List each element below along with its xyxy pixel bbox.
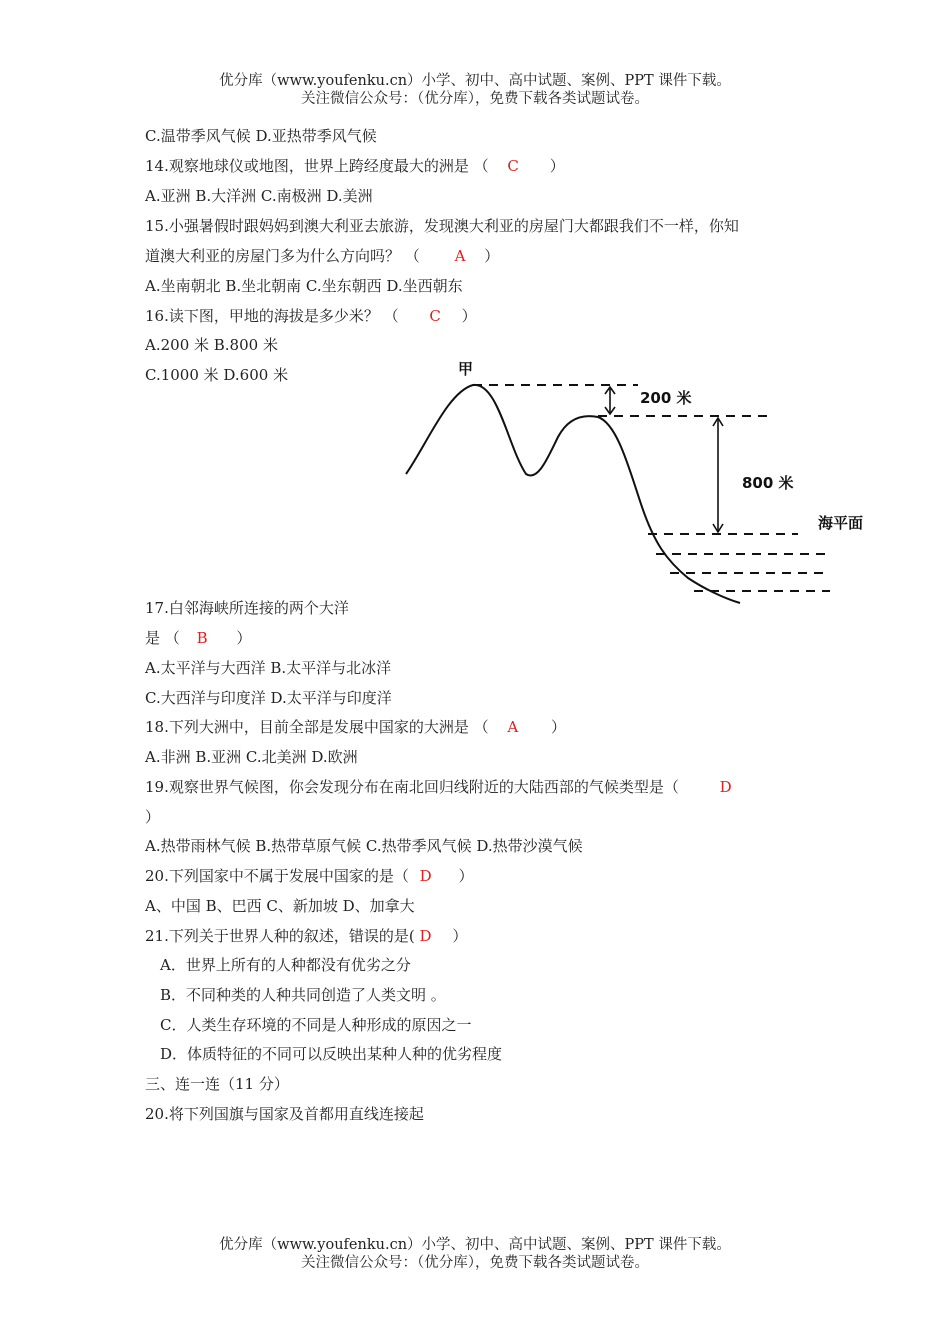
q15-question — [145, 246, 499, 266]
elevation-diagram — [398, 352, 864, 612]
q16-answer: C — [429, 307, 441, 325]
q21-answer: D — [419, 927, 432, 945]
page-footer-line1: 优分库（www.youfenku.cn）小学、初中、高中试题、案例、PPT 课件下载。 — [219, 1237, 731, 1253]
q16-question — [145, 306, 477, 326]
peak-label: 甲 — [458, 360, 474, 378]
label-800: 800 米 — [742, 474, 794, 492]
q18-text: 18.下列大洲中，目前全部是发展中国家的大洲是 （ — [145, 718, 489, 736]
q16-options-cd: C.1000 米 D.600 米 — [145, 366, 289, 384]
q20-question — [145, 866, 473, 886]
page-header-line1: 优分库（www.youfenku.cn）小学、初中、高中试题、案例、PPT 课件下载。 — [219, 73, 731, 89]
q17-text-line2: 是 （ — [145, 629, 180, 647]
q15-text-line2: 道澳大利亚的房屋门多为什么方向吗？ （ — [145, 247, 420, 265]
q21-option-c: C．人类生存环境的不同是人种形成的原因之一 — [160, 1016, 472, 1034]
q17-close: ） — [236, 629, 252, 647]
q19-answer: D — [719, 778, 732, 796]
q20-text: 20.下列国家中不属于发展中国家的是（ — [145, 867, 409, 885]
q20-close: ） — [458, 867, 474, 885]
q18-options: A.非洲 B.亚洲 C.北美洲 D.欧洲 — [145, 748, 358, 766]
page-header-line2: 关注微信公众号：（优分库），免费下载各类试题试卷。 — [301, 91, 649, 107]
q14-text: 14.观察地球仪或地图，世界上跨经度最大的洲是 （ — [145, 157, 489, 175]
q17-text-line1: 17.白邻海峡所连接的两个大洋 — [145, 599, 349, 617]
label-200: 200 米 — [640, 389, 692, 407]
q21-close: ） — [452, 927, 468, 945]
section3-q20: 20.将下列国旗与国家及首都用直线连接起 — [145, 1105, 424, 1123]
q18-question — [145, 717, 566, 737]
q16-options-ab: A.200 米 B.800 米 — [145, 336, 278, 354]
section3-title: 三、连一连（11 分） — [145, 1075, 289, 1093]
q18-close: ） — [551, 718, 567, 736]
q17-options-ab: A.太平洋与大西洋 B.太平洋与北冰洋 — [145, 659, 392, 677]
q21-option-a: A．世界上所有的人种都没有优劣之分 — [160, 956, 411, 974]
page-footer-line2: 关注微信公众号：（优分库），免费下载各类试题试卷。 — [301, 1255, 649, 1271]
q15-close: ） — [484, 247, 500, 265]
q17-question — [145, 628, 251, 648]
sea-level-label: 海平面 — [818, 514, 864, 532]
q14-question — [145, 156, 565, 176]
q15-options: A.坐南朝北 B.坐北朝南 C.坐东朝西 D.坐西朝东 — [145, 277, 463, 295]
q15-text-line1: 15.小强暑假时跟妈妈到澳大利亚去旅游，发现澳大利亚的房屋门大都跟我们不一样，你知 — [145, 217, 739, 235]
q20-answer: D — [419, 867, 432, 885]
q20-options: A、中国 B、巴西 C、新加坡 D、加拿大 — [145, 897, 415, 915]
q21-text: 21.下列关于世界人种的叙述，错误的是( — [145, 927, 415, 945]
q14-close: ） — [549, 157, 565, 175]
q17-options-cd: C.大西洋与印度洋 D.太平洋与印度洋 — [145, 689, 392, 707]
q21-option-d: D．体质特征的不同可以反映出某种人种的优劣程度 — [160, 1045, 503, 1063]
q21-question — [145, 926, 467, 946]
q19-close: ） — [145, 808, 161, 826]
q16-close: ） — [461, 307, 477, 325]
q15-answer: A — [454, 247, 466, 265]
q17-answer: B — [196, 629, 208, 647]
q19-options: A.热带雨林气候 B.热带草原气候 C.热带季风气候 D.热带沙漠气候 — [145, 837, 583, 855]
q19-question — [145, 777, 732, 797]
q14-options: A.亚洲 B.大洋洲 C.南极洲 D.美洲 — [145, 187, 373, 205]
terrain-profile — [406, 385, 740, 603]
q16-text: 16.读下图，甲地的海拔是多少米？ （ — [145, 307, 399, 325]
q13-options: C.温带季风气候 D.亚热带季风气候 — [145, 127, 377, 145]
q14-answer: C — [507, 157, 519, 175]
q21-option-b: B．不同种类的人种共同创造了人类文明 。 — [160, 986, 446, 1004]
q18-answer: A — [507, 718, 519, 736]
q19-text: 19.观察世界气候图，你会发现分布在南北回归线附近的大陆西部的气候类型是（ — [145, 778, 679, 796]
